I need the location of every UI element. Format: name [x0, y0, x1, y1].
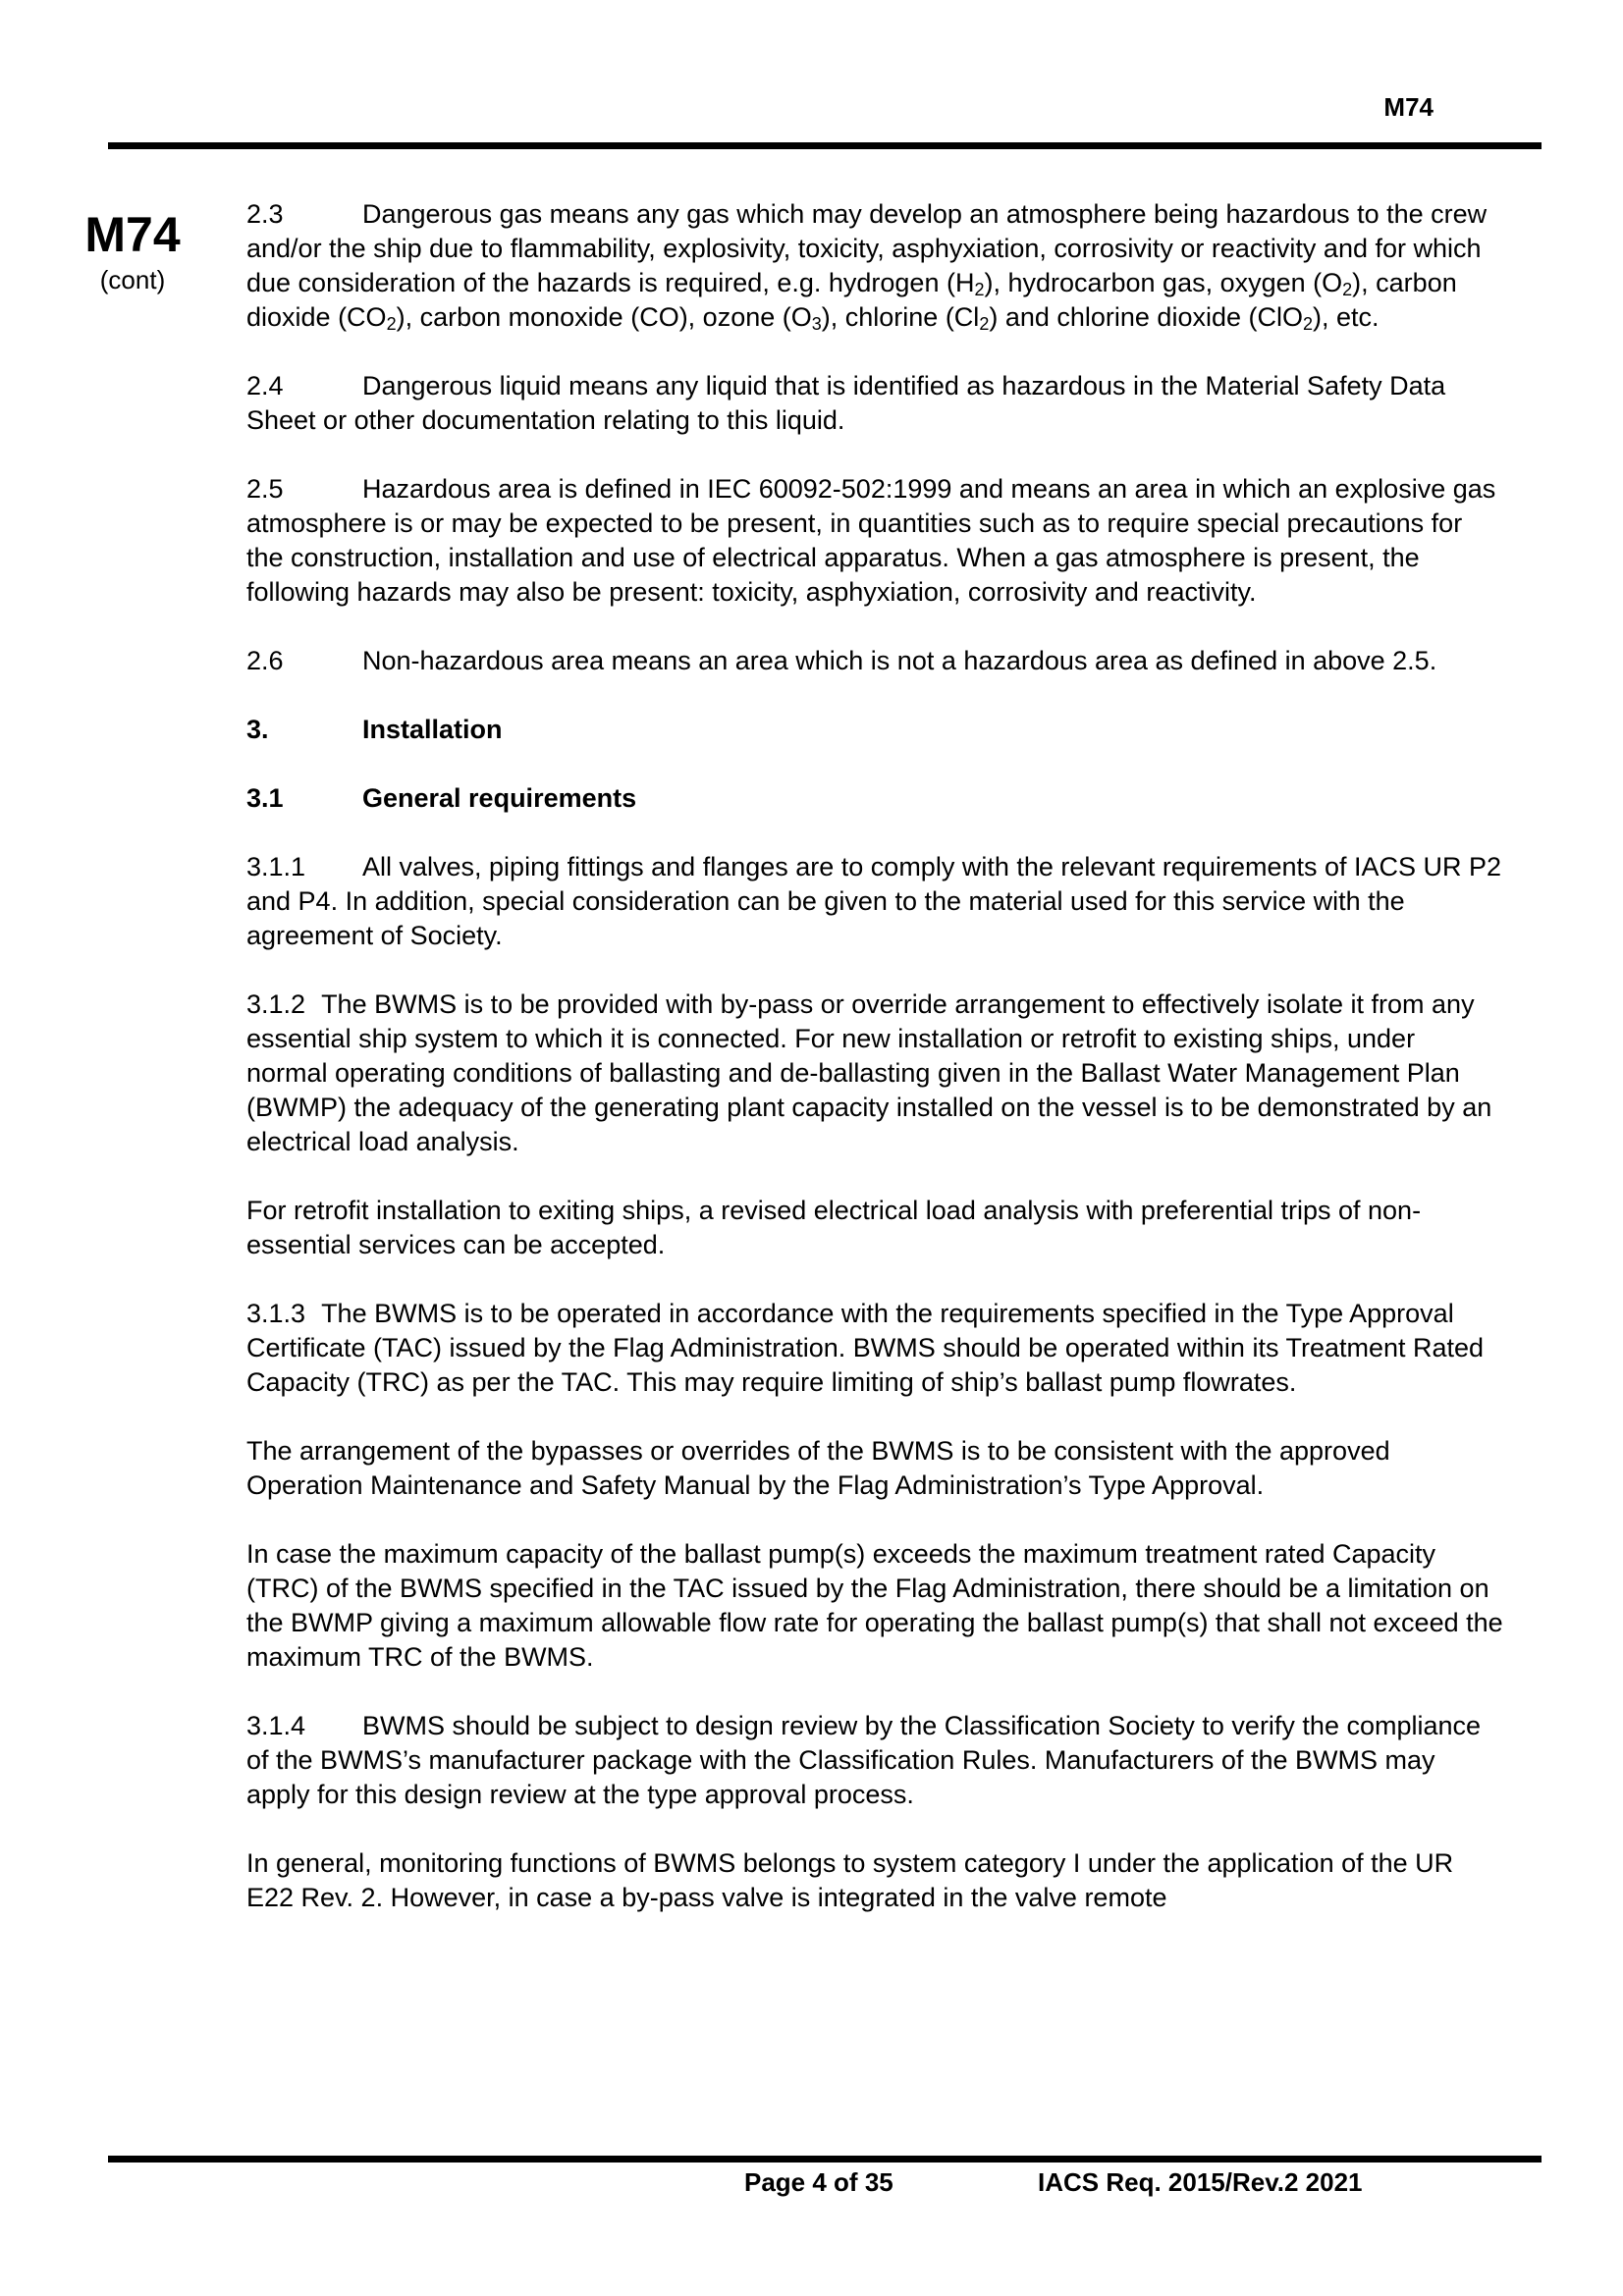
paragraph-2-4: 2.4 Dangerous liquid means any liquid that is identified as hazardous in the Material Safety Data Sheet or other documentation relating to this liquid.	[246, 371, 1446, 435]
paragraph-2-6: 2.6 Non-hazardous area means an area which is not a hazardous area as defined in above 2.5.	[246, 644, 1503, 678]
section-number: 3.	[246, 715, 269, 744]
section-number: 2.5	[246, 474, 284, 504]
side-code: M74	[84, 207, 181, 262]
section-number: 2.4	[246, 371, 284, 400]
paragraph-max-capacity: In case the maximum capacity of the ballast pump(s) exceeds the maximum treatment rated Capacity (TRC) of the BWMS specified in the TAC issued by the Flag Administration, there should be a limitation on the BWMP giving a maximum allowable flow rate for operating the ballast pump(s) that shall not exceed the maximum TRC of the BWMS.	[246, 1539, 1503, 1672]
header-code: M74	[1383, 92, 1434, 122]
page-number: Page 4 of 35	[744, 2167, 893, 2197]
section-number: 2.3	[246, 199, 284, 229]
paragraph-arrangement: The arrangement of the bypasses or overrides of the BWMS is to be consistent with the approved Operation Maintenance and Safety Manual by the Flag Administration’s Type Approval.	[246, 1436, 1390, 1500]
top-rule	[108, 142, 1542, 149]
section-number: 3.1.1	[246, 852, 306, 881]
section-number: 3.1.2	[246, 989, 306, 1019]
paragraph-retrofit: For retrofit installation to exiting ships, a revised electrical load analysis with preferential trips of non-essential services can be accepted.	[246, 1196, 1422, 1259]
section-number: 3.1.4	[246, 1711, 306, 1740]
heading-general-requirements: 3.1 General requirements	[246, 781, 1503, 816]
paragraph-3-1-2: 3.1.2 The BWMS is to be provided with by-pass or override arrangement to effectively isolate it from any essential ship system to which it is connected. For new installation or retrofit to existing ships, under normal operating conditions of ballasting and de-ballasting given in the Ballast Water Management Plan (BWMP) the adequacy of the generating plant capacity installed on the vessel is to be demonstrated by an electrical load analysis.	[246, 989, 1492, 1156]
document-reference: IACS Req. 2015/Rev.2 2021	[1038, 2167, 1363, 2197]
paragraph-2-5: 2.5 Hazardous area is defined in IEC 60092-502:1999 and means an area in which an explosive gas atmosphere is or may be expected to be present, in quantities such as to require special precautions for the construction, installation and use of electrical apparatus. When a gas atmosphere is present, the following hazards may also be present: toxicity, asphyxiation, corrosivity and reactivity.	[246, 474, 1496, 607]
section-number: 3.1	[246, 783, 284, 813]
paragraph-3-1-1: 3.1.1 All valves, piping fittings and flanges are to comply with the relevant requirements of IACS UR P2 and P4. In addition, special consideration can be given to the material used for this service with the agreement of Society.	[246, 852, 1502, 950]
bottom-rule	[108, 2156, 1542, 2163]
heading-installation: 3. Installation	[246, 713, 1503, 747]
paragraph-2-3: 2.3 Dangerous gas means any gas which may develop an atmosphere being hazardous to the crew and/or the ship due to flammability, explosivity, toxicity, asphyxiation, corrosivity or reactivity and for which due consideration of the hazards is required, e.g. hydrogen $(H_2)$, hydrocarbon gas, oxygen $(O_2)$, carbon dioxide $(CO_2)$, carbon monoxide (CO), ozone $(O_3)$, chlorine $(Cl_2)$ and chlorine dioxide (ClO$_2$), etc.	[246, 199, 1488, 334]
side-cont-label: (cont)	[99, 265, 166, 294]
document-body	[246, 197, 1503, 1949]
section-number: 2.6	[246, 646, 284, 675]
paragraph-3-1-4: 3.1.4 BWMS should be subject to design review by the Classification Society to verify the compliance of the BWMS’s manufacturer package with the Classification Rules. Manufacturers of the BWMS may apply for this design review at the type approval process.	[246, 1711, 1482, 1809]
paragraph-3-1-3: 3.1.3 The BWMS is to be operated in accordance with the requirements specified in the Type Approval Certificate (TAC) issued by the Flag Administration. BWMS should be operated within its Treatment Rated Capacity (TRC) as per the TAC. This may require limiting of ship’s ballast pump flowrates.	[246, 1299, 1485, 1397]
section-number: 3.1.3	[246, 1299, 306, 1328]
paragraph-general: In general, monitoring functions of BWMS belongs to system category I under the application of the UR E22 Rev. 2. However, in case a by-pass valve is integrated in the valve remote	[246, 1848, 1454, 1912]
